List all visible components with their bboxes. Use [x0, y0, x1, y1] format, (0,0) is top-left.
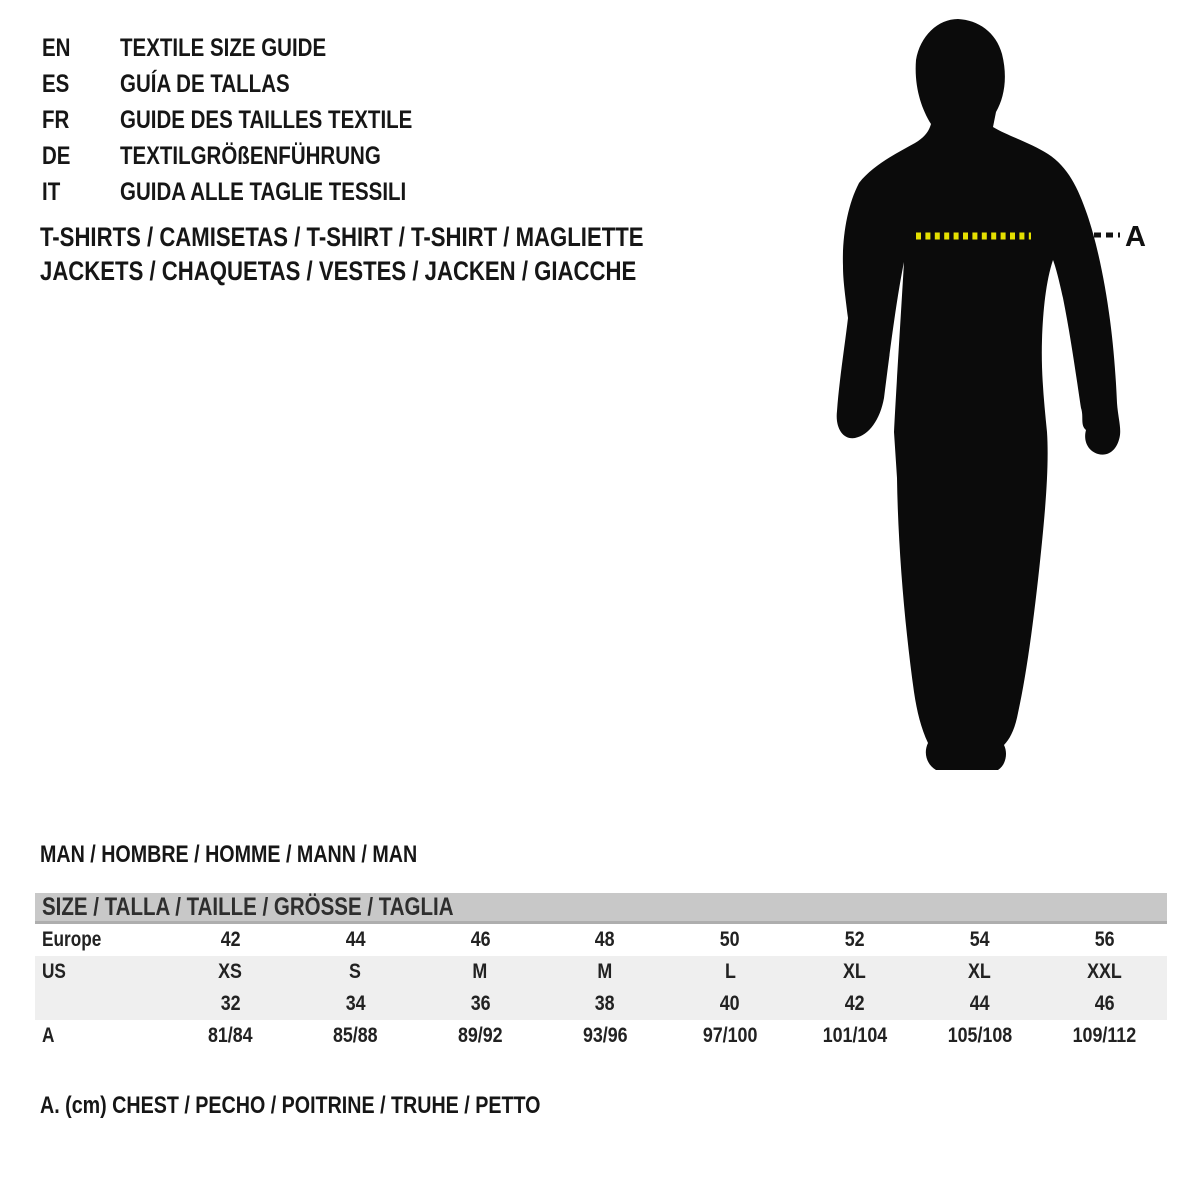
- size-cell: 42: [844, 992, 865, 1015]
- man-silhouette-figure: [780, 0, 1200, 800]
- table-row: [35, 1020, 1167, 1052]
- size-table-header: [35, 893, 1167, 924]
- size-cell: 36: [470, 992, 491, 1015]
- language-row: [42, 102, 477, 138]
- language-label: GUÍA DE TALLAS: [120, 69, 290, 98]
- size-cell: 32: [220, 992, 241, 1015]
- section-title: [40, 841, 500, 869]
- language-code: EN: [42, 33, 71, 62]
- size-cell: 97/100: [702, 1024, 758, 1047]
- language-row: [42, 174, 477, 210]
- measure-label-a: A: [1125, 221, 1146, 253]
- size-cell: XL: [843, 960, 867, 983]
- language-code: IT: [42, 177, 61, 206]
- size-cell: XL: [968, 960, 992, 983]
- language-code: DE: [42, 141, 71, 170]
- language-code: FR: [42, 105, 70, 134]
- table-row: [35, 988, 1167, 1020]
- size-cell: 46: [1094, 992, 1115, 1015]
- measurement-footnote: [40, 1092, 650, 1120]
- language-list: [42, 30, 477, 210]
- language-label: TEXTILE SIZE GUIDE: [120, 33, 327, 62]
- size-cell: 81/84: [208, 1024, 253, 1047]
- measurement-footnote-text: A. (cm) CHEST / PECHO / POITRINE / TRUHE / PETTO: [40, 1092, 541, 1119]
- size-cell: 109/112: [1072, 1024, 1137, 1047]
- size-cell: 52: [844, 928, 865, 951]
- language-label: GUIDE DES TAILLES TEXTILE: [120, 105, 413, 134]
- size-table: [35, 893, 1167, 1052]
- size-cell: 50: [720, 928, 740, 951]
- size-cell: 89/92: [457, 1024, 503, 1047]
- row-label: [35, 992, 168, 1016]
- row-label: A: [42, 1024, 55, 1047]
- size-cell: 56: [1094, 928, 1115, 951]
- size-cell: 38: [595, 992, 615, 1015]
- size-cell: 44: [345, 928, 366, 951]
- row-label: Europe: [42, 928, 102, 951]
- size-cell: 101/104: [822, 1024, 888, 1047]
- size-cell: XS: [218, 960, 243, 983]
- size-cell: 54: [969, 928, 990, 951]
- size-cell: XXL: [1087, 960, 1122, 983]
- size-cell: 40: [720, 992, 740, 1015]
- category-line: [40, 254, 776, 288]
- category-line-text: T-SHIRTS / CAMISETAS / T-SHIRT / T-SHIRT / MAGLIETTE: [40, 222, 644, 252]
- size-cell: 46: [470, 928, 491, 951]
- language-row: [42, 138, 477, 174]
- size-cell: 48: [595, 928, 615, 951]
- category-line-text: JACKETS / CHAQUETAS / VESTES / JACKEN / GIACCHE: [40, 256, 637, 286]
- size-cell: L: [724, 960, 736, 983]
- size-cell: 34: [345, 992, 366, 1015]
- language-label: GUIDA ALLE TAGLIE TESSILI: [120, 177, 407, 206]
- size-cell: M: [472, 960, 488, 983]
- category-list: [40, 220, 776, 288]
- category-line: [40, 220, 776, 254]
- size-cell: 93/96: [582, 1024, 628, 1047]
- language-label: TEXTILGRÖßENFÜHRUNG: [120, 141, 381, 170]
- size-cell: M: [597, 960, 613, 983]
- man-silhouette: [837, 19, 1121, 770]
- section-title-text: MAN / HOMBRE / HOMME / MANN / MAN: [40, 841, 418, 868]
- language-row: [42, 30, 477, 66]
- size-cell: S: [349, 960, 362, 983]
- size-cell: 85/88: [332, 1024, 378, 1047]
- language-code: ES: [42, 69, 70, 98]
- size-cell: 44: [969, 992, 990, 1015]
- size-table-body: [35, 924, 1167, 1052]
- table-row: [35, 924, 1167, 956]
- size-cell: 42: [220, 928, 241, 951]
- size-table-header-label: SIZE / TALLA / TAILLE / GRÖSSE / TAGLIA: [42, 893, 454, 921]
- size-cell: 105/108: [947, 1024, 1012, 1047]
- row-label: US: [42, 960, 66, 983]
- table-row: [35, 956, 1167, 988]
- language-row: [42, 66, 477, 102]
